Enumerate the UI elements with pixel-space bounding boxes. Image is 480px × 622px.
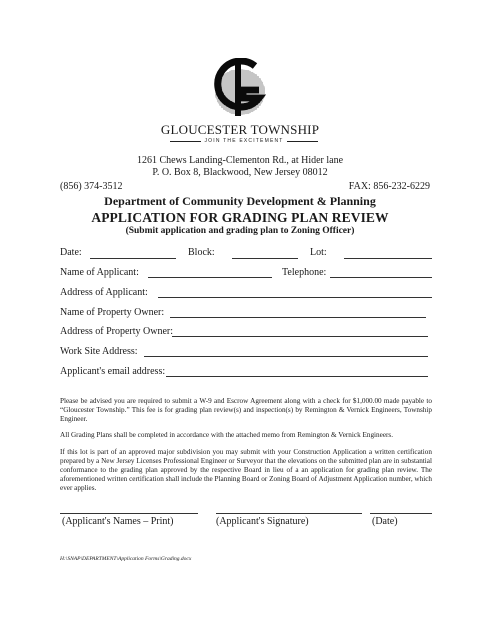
signature-date-caption: (Date) [372, 516, 398, 527]
work-site-field[interactable] [144, 356, 428, 357]
owner-address-field[interactable] [172, 336, 428, 337]
owner-name-label: Name of Property Owner: [60, 307, 165, 318]
tagline-rule-left [170, 141, 201, 142]
tagline-rule-right [287, 141, 318, 142]
telephone-label: Telephone: [282, 267, 327, 278]
block-label: Block: [188, 247, 215, 258]
lot-field[interactable] [344, 258, 432, 259]
footer-file-path: H:\SNAP\DEPARTMENT\Application Forms\Grading.docx [60, 556, 192, 562]
signature-date-line[interactable] [370, 513, 432, 514]
applicant-names-line[interactable] [60, 513, 198, 514]
date-field[interactable] [90, 258, 176, 259]
address-line-1: 1261 Chews Landing-Clementon Rd., at Hider lane [136, 155, 344, 166]
tagline-row [170, 137, 318, 145]
address-line-2: P. O. Box 8, Blackwood, New Jersey 08012 [152, 167, 328, 178]
applicant-name-label: Name of Applicant: [60, 267, 139, 278]
phone-number: (856) 374-3512 [60, 181, 123, 192]
owner-name-field[interactable] [170, 317, 426, 318]
applicant-name-field[interactable] [148, 277, 272, 278]
department-name: Department of Community Development & Planning [104, 194, 376, 208]
fee-notice-paragraph: Please be advised you are required to submit a W-9 and Escrow Agreement along with a check for $1,000.00 made payable to “Gloucester Township.” This fee is for grading plan review(s) and inspection(s) by Remington & Vernick Engineers, Township Engineer. [60, 397, 432, 424]
owner-address-label: Address of Property Owner: [60, 326, 174, 337]
township-logo-icon [213, 58, 267, 120]
grading-memo-paragraph: All Grading Plans shall be completed in accordance with the attached memo from Remington & Vernick Engineers. [60, 431, 393, 439]
applicant-address-label: Address of Applicant: [60, 287, 148, 298]
applicant-address-field[interactable] [158, 297, 432, 298]
applicant-names-caption: (Applicant's Names – Print) [62, 516, 174, 527]
document-subtitle: (Submit application and grading plan to Zoning Officer) [125, 226, 355, 236]
block-field[interactable] [232, 258, 298, 259]
org-name: GLOUCESTER TOWNSHIP [160, 122, 320, 137]
telephone-field[interactable] [330, 277, 432, 278]
lot-label: Lot: [310, 247, 327, 258]
email-field[interactable] [166, 376, 428, 377]
applicant-signature-line[interactable] [216, 513, 362, 514]
tagline: JOIN THE EXCITEMENT [204, 138, 284, 144]
email-label: Applicant's email address: [60, 366, 166, 377]
fax-number: FAX: 856-232-6229 [348, 181, 430, 192]
applicant-signature-caption: (Applicant's Signature) [216, 516, 309, 527]
work-site-label: Work Site Address: [60, 346, 138, 357]
document-title: APPLICATION FOR GRADING PLAN REVIEW [91, 210, 389, 225]
date-label: Date: [60, 247, 82, 258]
subdivision-paragraph: If this lot is part of an approved major subdivision you may submit with your Construction Application a written certification prepared by a New Jersey Licenses Professional Engineer or Surveyor that the elevations on the submitted plan are in substantial conformance to the grading plan approved by the respective Board in lieu of a an application for grading plan review. The aforementioned written certification shall include the Planning Board or Zoning Board of Adjustment Application number, which ever applies. [60, 448, 432, 493]
